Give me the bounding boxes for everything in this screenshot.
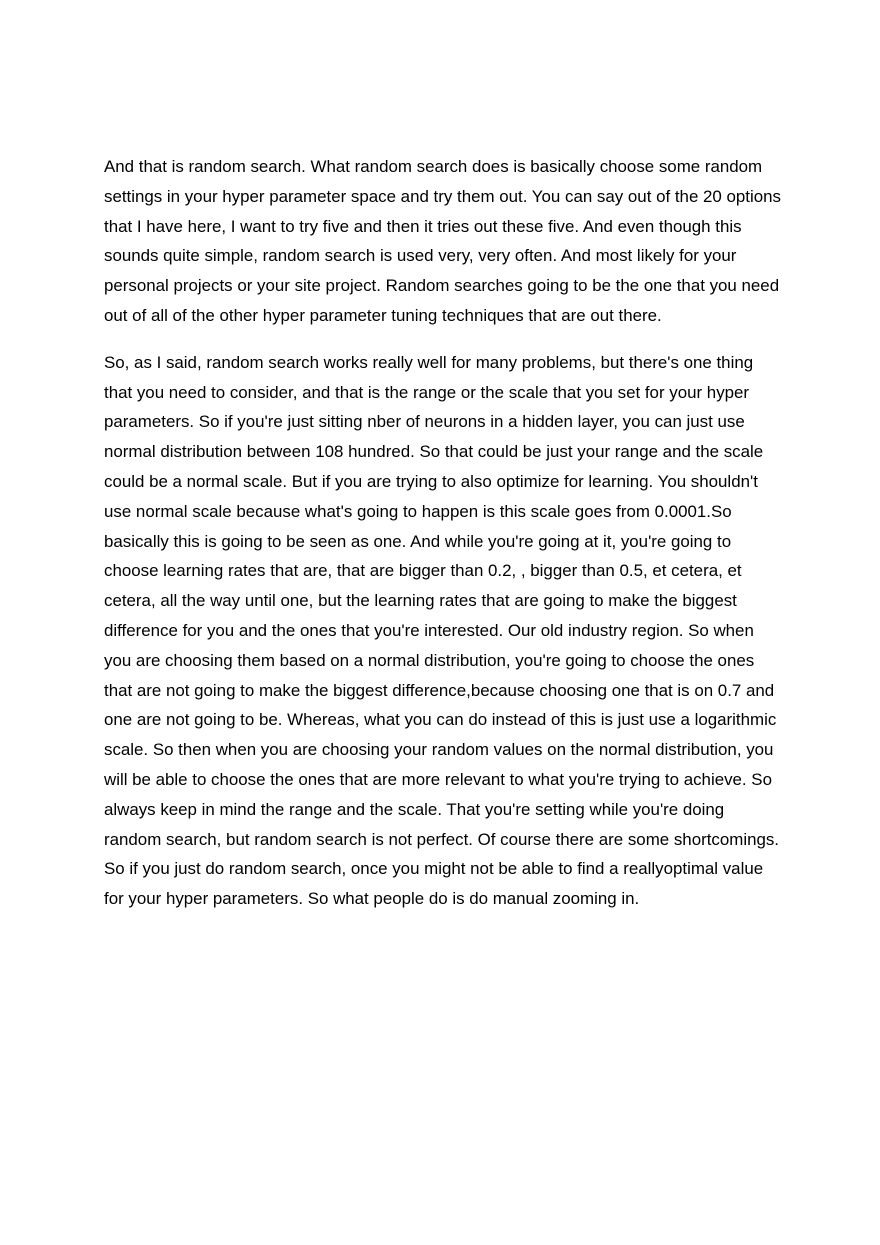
document-body	[104, 152, 784, 914]
paragraph-random-search-intro: And that is random search. What random search does is basically choose some random settings in your hyper parameter space and try them out. You can say out of the 20 options that I have here, I want to try five and then it tries out these five. And even though this sounds quite simple, random search is used very, very often. And most likely for your personal projects or your site project. Random searches going to be the one that you need out of all of the other hyper parameter tuning techniques that are out there.	[104, 157, 781, 325]
paragraph-range-and-scale: So, as I said, random search works really well for many problems, but there's one thing that you need to consider, and that is the range or the scale that you set for your hyper parameters. So if you're just sitting nber of neurons in a hidden layer, you can just use normal distribution between 108 hundred. So that could be just your range and the scale could be a normal scale. But if you are trying to also optimize for learning. You shouldn't use normal scale because what's going to happen is this scale goes from 0.0001.So basically this is going to be seen as one. And while you're going at it, you're going to choose learning rates that are, that are bigger than 0.2, , bigger than 0.5, et cetera, et cetera, all the way until one, but the learning rates that are going to make the biggest difference for you and the ones that you're interested. Our old industry region. So when you are choosing them based on a normal distribution, you're going to choose the ones that are not going to make the biggest difference,because choosing one that is on 0.7 and one are not going to be. Whereas, what you can do instead of this is just use a logarithmic scale. So then when you are choosing your random values on the normal distribution, you will be able to choose the ones that are more relevant to what you're trying to achieve. So always keep in mind the range and the scale. That you're setting while you're doing random search, but random search is not perfect. Of course there are some shortcomings. So if you just do random search, once you might not be able to find a reallyoptimal value for your hyper parameters. So what people do is do manual zooming in.	[104, 352, 779, 909]
